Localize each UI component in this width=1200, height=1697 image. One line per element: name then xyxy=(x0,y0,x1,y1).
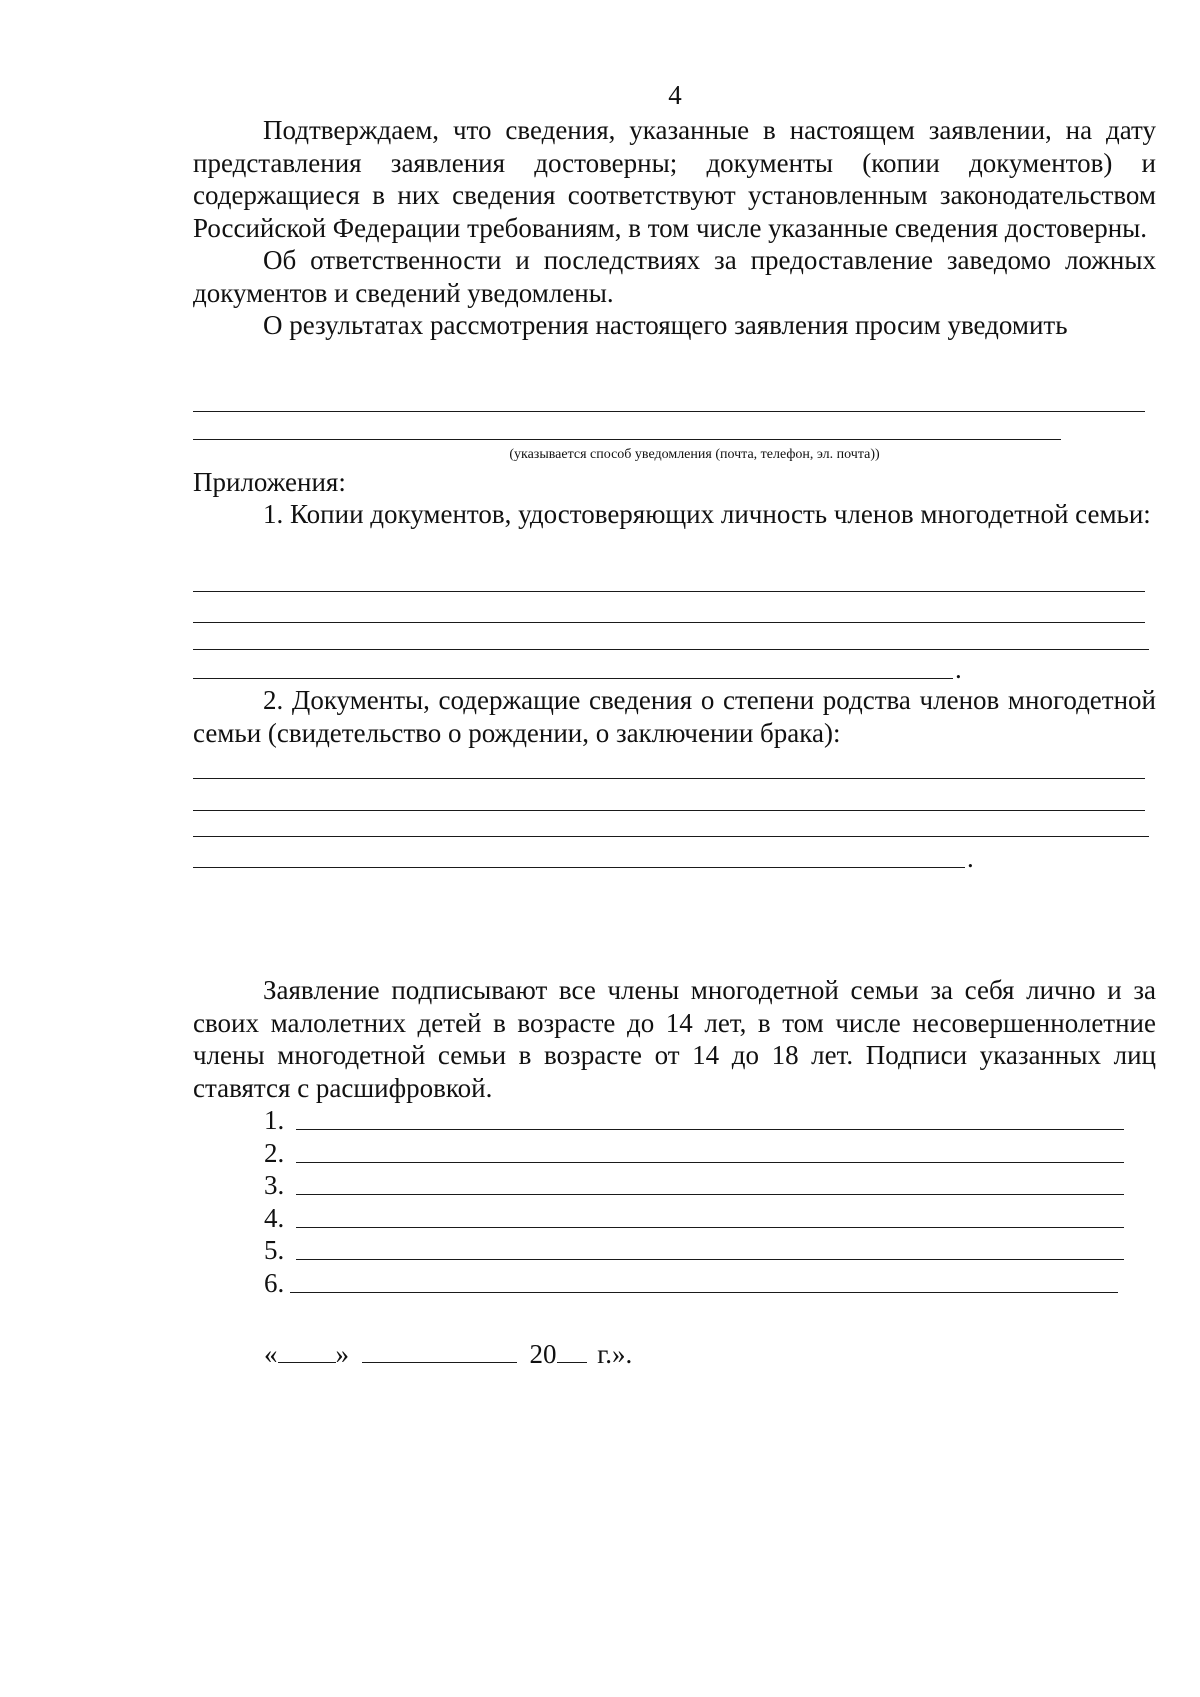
confirmation-paragraph: Подтверждаем, что сведения, указанные в настоящем заявлении, на дату представления заявления достоверны; документы (копии документов) и содержащиеся в них сведения соответствуют установленным законодательством Российской Федерации требованиям, в том числе указанные сведения достоверны. xyxy=(193,115,1156,243)
page-number: 4 xyxy=(668,80,682,110)
signatures-section xyxy=(193,974,1156,1104)
signature-row xyxy=(264,1170,1124,1200)
date-month-blank xyxy=(362,1336,517,1363)
attachment-1-line-3 xyxy=(193,649,1149,650)
date-close-quote: » xyxy=(335,1339,349,1369)
responsibility-paragraph: Об ответственности и последствиях за предоставление заведомо ложных документов и сведений уведомлены. xyxy=(193,245,1156,308)
attachment-item-1 xyxy=(193,498,1156,531)
signature-line xyxy=(290,1292,1118,1293)
signature-row-number: 6. xyxy=(264,1267,285,1298)
signature-row-number: 4. xyxy=(264,1202,285,1233)
signatures-intro: Заявление подписывают все члены многодетной семьи за себя лично и за своих малолетних детей в возрасте до 14 лет, в том числе несовершеннолетние члены многодетной семьи в возрасте от 14 до 18 лет. Подписи указанных лиц ставятся с расшифровкой. xyxy=(193,975,1156,1103)
signature-row xyxy=(264,1105,1124,1135)
attachment-item-2 xyxy=(193,684,1156,749)
signature-row xyxy=(264,1235,1124,1265)
attachments-heading: Приложения: xyxy=(193,467,346,497)
signature-row xyxy=(264,1268,1124,1298)
confirmation-section xyxy=(193,114,1156,342)
attachment-2-end-mark: . xyxy=(967,843,974,873)
signature-line xyxy=(296,1259,1124,1260)
date-open-quote: « xyxy=(264,1339,278,1369)
attachment-2-line-4 xyxy=(193,867,965,868)
signature-row-number: 1. xyxy=(264,1105,285,1135)
date-line xyxy=(264,1336,632,1370)
signature-line xyxy=(296,1227,1124,1228)
signature-row-number: 3. xyxy=(264,1170,285,1200)
attachment-1-line-1 xyxy=(193,591,1145,592)
attachment-1-end-mark: . xyxy=(955,654,962,684)
notify-paragraph: О результатах рассмотрения настоящего заявления просим уведомить xyxy=(263,310,1068,340)
signature-row xyxy=(264,1138,1124,1168)
signature-row xyxy=(264,1203,1124,1233)
signature-row-number: 2. xyxy=(264,1137,285,1168)
attachment-1-line-4 xyxy=(193,678,953,679)
notify-method-caption: (указывается способ уведомления (почта, телефон, эл. почта)) xyxy=(509,447,880,462)
notify-method-line-1 xyxy=(193,411,1145,412)
date-year-blank xyxy=(557,1336,587,1363)
signature-line xyxy=(296,1194,1124,1195)
attachment-1-line-2 xyxy=(193,622,1145,623)
signature-line xyxy=(296,1129,1124,1130)
attachment-2-line-3 xyxy=(193,836,1149,837)
notify-method-line-2 xyxy=(193,439,1061,440)
signature-row-number: 5. xyxy=(264,1235,285,1265)
date-day-blank xyxy=(278,1336,336,1363)
signature-line xyxy=(296,1162,1124,1163)
attachment-2-line-1 xyxy=(193,778,1145,779)
attachment-2-line-2 xyxy=(193,810,1145,811)
date-year-suffix: г.». xyxy=(597,1339,633,1369)
attachment-item-2-text: 2. Документы, содержащие сведения о степени родства членов многодетной семьи (свидетельство о рождении, о заключении брака): xyxy=(193,685,1156,748)
date-year-prefix: 20 xyxy=(529,1339,557,1369)
attachment-item-1-text: 1. Копии документов, удостоверяющих личность членов многодетной семьи: xyxy=(263,499,1151,529)
